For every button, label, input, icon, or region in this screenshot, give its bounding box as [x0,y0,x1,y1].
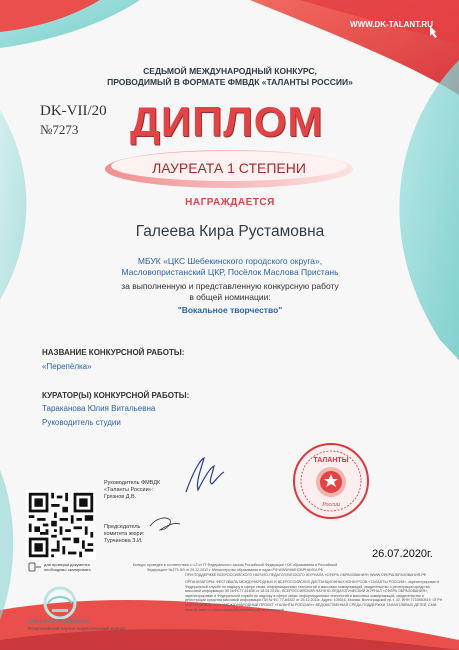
qr-caption [44,562,104,572]
work-title-label: НАЗВАНИЕ КОНКУРСНОЙ РАБОТЫ: [42,348,185,357]
head-caption-line-2: «Таланты России»: [104,487,154,493]
laureate-degree: ЛАУРЕАТА 1 СТЕПЕНИ [152,160,306,176]
sfera-name: СФЕРА ОБРАЗОВАНИЯ [28,619,90,625]
jury-caption-line-2: комитета жюри: [104,531,145,537]
qr-caption-line-2: необходимо сканировать [44,567,91,572]
jury-caption-line-1: Председатель [104,524,141,530]
diploma-number: №7273 [40,122,79,137]
phone-scan-icon [28,562,42,572]
legal-note [130,563,340,572]
seal-top-text: ТАЛАНТЫ [313,457,349,464]
organizers-note: ОРГАНИЗАТОРЫ: ФЕСТИВАЛЬ МЕЖДУНАРОДНЫХ И ВСЕРОССИЙСКИХ ДИСТАНЦИОННЫХ КОНКУРСОВ «ТАЛАНТЫ РОССИИ», зарегистрирован в Федеральной службе по надзору в сфере связи, информационных технологий и массовых коммуникаций, свидетельство о регистрации средства массовой информации ЭЛ №ФС77-61838 от 18.05.2015г.; ВСЕРОССИЙСКИЙ НАУЧНО-ПЕДАГОГИЧЕСКИЙ ЖУРНАЛ «СФЕРА ОБРАЗОВАНИЯ», зарегистрирован в Федеральной службе по надзору в сфере связи, информационных технологий и массовых коммуникаций, свидетельство о регистрации средства массовой информации ПИ № ФС 77-64322 от 25.12.2015г. Адрес: 109316, Москва, Волгоградский пр-т, 42. ИНН 7722850519; ОГРН 1147746583620; ООО «МЕЖДУНАРОДНЫЙ ПРОЕКТ «ТАЛАНТЫ РОССИИ»» ВЕДОМСТВЕННАЯ СРЕДА ПОДДЕРЖКИ ТАЛАНТЛИВЫХ ДЕТЕЙ; СМИ: www.dk-talant.ru; www.сфераобразования.рф; www.вдоу.рф [185,580,443,612]
sfera-logo-text [28,620,126,631]
jury-caption-line-3: Турчинова З.И. [104,538,143,544]
description-line-1: за выполненную и представленную конкурсную работу [121,281,339,291]
sfera-subtitle: Всероссийский научно-педагогический журнал [28,625,126,631]
issue-date: 26.07.2020г. [372,548,433,560]
awarded-label: НАГРАЖДАЕТСЯ [185,197,275,208]
sfera-logo-icon [40,585,80,619]
seal-bottom-text: России [322,502,340,508]
head-signature [178,452,228,498]
work-description [70,281,390,303]
contest-header [80,66,380,88]
head-caption-line-3: Грязнов Д.В. [104,494,137,500]
curator-role: Руководитель студии [42,418,121,427]
curator-name: Тараканова Юлия Витальевна [42,404,156,413]
organization-line-1: МБУК «ЦКС Шебекинского городского округа», [137,256,323,266]
legal-note-1: Конкурс проведен в соответствии с ч.2 ст.77 Федерального закона Российской Федерации «Об образовании в Российской Федерации» №273-ФЗ от 29.12.2012 г. Министерство образования и науки РФ WWW.МИНОБРНАУКИ.РФ [132,563,338,572]
head-caption-line-1: Руководитель ФМВДК [104,480,161,486]
diploma-series: DK-VII/20 [40,103,107,119]
work-title-value: «Перепёлка» [42,362,92,371]
organization [70,256,390,278]
talants-seal [292,442,370,520]
curator-label: КУРАТОР(Ы) КОНКУРСНОЙ РАБОТЫ: [42,391,190,400]
description-line-2: в общей номинации: [189,292,271,302]
jury-signature [146,512,186,538]
recipient-name: Галеева Кира Рустамовна [135,223,325,240]
site-url[interactable]: WWW.DK-TALANT.RU [350,20,433,29]
nomination: "Вокальное творчество" [177,305,283,315]
jury-signature-caption [104,524,144,545]
organization-line-2: Масловопристанский ЦКР, Посёлок Маслова Пристань [121,267,339,277]
head-signature-caption [104,480,160,501]
contest-line-2: ПРОВОДИМЫЙ В ФОРМАТЕ ФМВДК «ТАЛАНТЫ РОССИИ» [107,77,353,87]
diploma-title: ДИПЛОМ [130,98,324,145]
verification-qr-code[interactable] [26,490,96,560]
contest-line-1: СЕДЬМОЙ МЕЖДУНАРОДНЫЙ КОНКУРС, [143,66,317,76]
qr-caption-line-1: для проверки документа [44,562,90,567]
support-note: ПРИ ПОДДЕРЖКЕ ВСЕРОССИЙСКОГО НАУЧНО-ПЕДАГОГИЧЕСКОГО ЖУРНАЛА «СФЕРА ОБРАЗОВАНИЯ» WWW.СФЕРАОБРАЗОВАНИЯ.РФ [185,573,427,577]
